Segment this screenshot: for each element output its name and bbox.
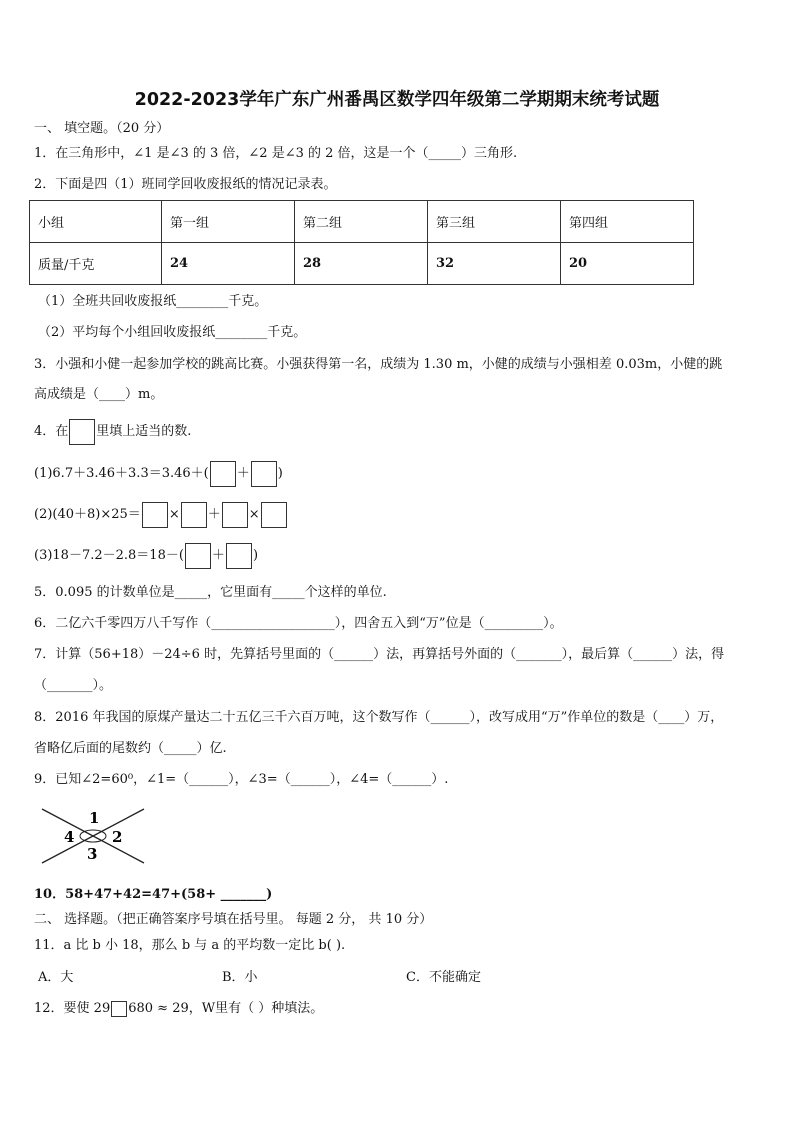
table-header-row — [30, 201, 694, 243]
angle-label-4: 4 — [64, 828, 75, 846]
section-heading-choice: 二、 选择题。（把正确答案序号填在括号里。 每题 2 分， 共 10 分） — [34, 912, 433, 927]
question-10: 10．58+47+42=47+(58+ _______) — [34, 887, 273, 902]
question-9: 9．已知∠2=60⁰，∠1=（______），∠3=（______），∠4=（______）. — [34, 772, 449, 787]
question-6: 6．二亿六千零四万八千写作（___________________），四舍五入到“万”位是（_________）。 — [34, 616, 563, 631]
expression: (2)(40＋8)×25＝ — [34, 507, 141, 522]
table-header-cell: 小组 — [30, 201, 162, 243]
answer-box[interactable] — [226, 543, 252, 569]
question-7-line-2: （_______）。 — [34, 678, 113, 693]
table-header-cell: 第四组 — [561, 201, 694, 243]
question-12-prefix: 12．要使 29 — [34, 1001, 111, 1016]
table-header-cell: 第三组 — [428, 201, 561, 243]
question-4-part-2 — [34, 501, 288, 529]
table-cell: 24 — [162, 243, 295, 285]
question-3-line-2: 高成绩是（____）m。 — [34, 387, 164, 402]
option-c[interactable]: C．不能确定 — [406, 970, 481, 985]
operator: × — [168, 507, 180, 522]
answer-box[interactable] — [181, 502, 207, 528]
section-heading-fill-in: 一、 填空题。（20 分） — [34, 121, 170, 136]
question-5: 5．0.095 的计数单位是_____，它里面有_____个这样的单位. — [34, 585, 387, 600]
question-12-suffix: 680 ≈ 29，W里有（ ）种填法。 — [128, 1001, 324, 1016]
question-2-part-1: （1）全班共回收废报纸________千克。 — [38, 294, 268, 309]
table-cell: 28 — [295, 243, 428, 285]
question-4-part-3 — [34, 542, 258, 570]
recycling-table — [29, 200, 694, 285]
operator: ＋ — [236, 466, 250, 481]
operator: × — [248, 507, 260, 522]
angle-label-2: 2 — [112, 828, 123, 846]
question-11: 11．a 比 b 小 18，那么 b 与 a 的平均数一定比 b( ). — [34, 938, 346, 953]
table-row-label: 质量/千克 — [30, 243, 162, 285]
question-4-prefix: 4．在 — [34, 424, 69, 439]
expression: (3)18－7.2－2.8＝18－( — [34, 548, 184, 563]
table-header-cell: 第一组 — [162, 201, 295, 243]
answer-box[interactable] — [210, 461, 236, 487]
question-7-line-1: 7．计算（56+18）－24÷6 时，先算括号里面的（______）法，再算括号外面的（_______），最后算（______）法，得 — [34, 647, 725, 662]
operator: ＋ — [207, 507, 221, 522]
question-1: 1．在三角形中，∠1 是∠3 的 3 倍，∠2 是∠3 的 2 倍，这是一个（_____）三角形. — [34, 146, 518, 161]
expression: (1)6.7＋3.46＋3.3＝3.46＋( — [34, 466, 209, 481]
option-b[interactable]: B．小 — [222, 970, 258, 985]
question-8-line-1: 8．2016 年我国的原煤产量达二十五亿三千六百万吨，这个数写作（______），改写成用“万”作单位的数是（____）万， — [34, 710, 724, 725]
question-2: 2．下面是四（1）班同学回收废报纸的情况记录表。 — [34, 177, 337, 192]
operator: ＋ — [211, 548, 225, 563]
angle-label-1: 1 — [89, 809, 100, 827]
question-4-suffix: 里填上适当的数. — [96, 424, 192, 439]
question-4 — [34, 418, 191, 446]
question-12 — [34, 1000, 323, 1018]
answer-box[interactable] — [261, 502, 287, 528]
table-header-cell: 第二组 — [295, 201, 428, 243]
angle-label-3: 3 — [87, 845, 98, 863]
question-4-part-1 — [34, 460, 283, 488]
question-8-line-2: 省略亿后面的尾数约（_____）亿. — [34, 741, 227, 756]
operator: ) — [252, 548, 259, 563]
table-cell: 20 — [561, 243, 694, 285]
answer-box[interactable] — [69, 419, 95, 445]
intersecting-lines-diagram — [38, 803, 150, 869]
answer-box[interactable] — [185, 543, 211, 569]
option-a[interactable]: A．大 — [38, 970, 74, 985]
table-row — [30, 243, 694, 285]
page-title: 2022-2023学年广东广州番禺区数学四年级第二学期期末统考试题 — [134, 90, 660, 110]
answer-box[interactable] — [111, 1001, 127, 1017]
question-3-line-1: 3．小强和小健一起参加学校的跳高比赛。小强获得第一名，成绩为 1.30 m，小健的成绩与小强相差 0.03m，小健的跳 — [34, 357, 723, 372]
table-cell: 32 — [428, 243, 561, 285]
question-2-part-2: （2）平均每个小组回收废报纸________千克。 — [38, 325, 307, 340]
operator: ) — [277, 466, 283, 481]
answer-box[interactable] — [142, 502, 168, 528]
answer-box[interactable] — [251, 461, 277, 487]
answer-box[interactable] — [222, 502, 248, 528]
